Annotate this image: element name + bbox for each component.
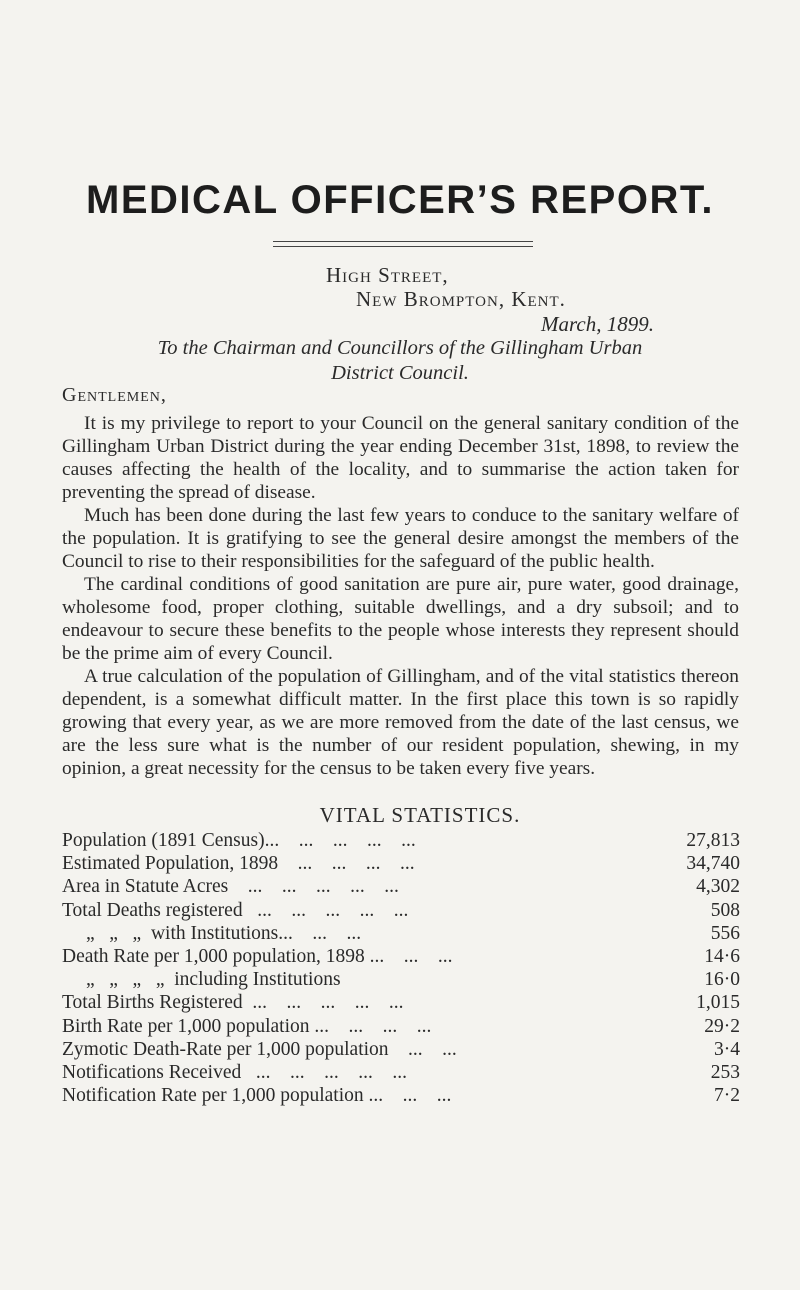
stat-label: Birth Rate per 1,000 population ... ... ... ... (62, 1015, 432, 1037)
stat-value: 556 (710, 922, 740, 944)
stat-row (62, 829, 740, 852)
stat-row (62, 899, 740, 922)
stat-row (62, 1038, 740, 1061)
stat-label: „ „ „ „ including Institutions (86, 969, 341, 991)
paragraph: The cardinal conditions of good sanitation are pure air, pure water, good drainage, wholesome food, proper clothing, suitable dwellings, and a dry subsoil; and to endeavour to secure these benefits to the people whose interests they represent should be the prime aim of every Council. (62, 574, 739, 664)
report-body (62, 412, 739, 780)
addressee-line-2: District Council. (331, 362, 469, 384)
stat-row (62, 945, 740, 968)
salutation: Gentlemen, (62, 384, 167, 406)
report-date: March, 1899. (541, 312, 654, 336)
stat-label: Estimated Population, 1898 ... ... ... ... (62, 853, 415, 875)
stat-value: 3·4 (714, 1038, 740, 1060)
stat-label: Total Births Registered ... ... ... ... ... (62, 992, 404, 1014)
stat-label: Area in Statute Acres ... ... ... ... ... (62, 876, 399, 898)
stat-label: Notifications Received ... ... ... ... ... (62, 1061, 407, 1083)
vital-statistics-table (62, 829, 740, 1107)
paragraph: A true calculation of the population of Gillingham, and of the vital statistics thereon dependent, is a somewhat difficult matter. In the first place this town is so rapidly growing that every year, as we are more removed from the date of the last census, we are the less sure what is the number of our resident population, shewing, in my opinion, a great necessity for the census to be taken every five years. (62, 666, 739, 779)
address-line-2: New Brompton, Kent. (356, 287, 566, 311)
stat-value: 27,813 (686, 830, 740, 851)
stat-value: 1,015 (696, 992, 740, 1014)
addressee-line-1: To the Chairman and Councillors of the Gillingham Urban (157, 337, 643, 359)
stat-row (62, 852, 740, 875)
stat-label: Population (1891 Census)... ... ... ... ... (62, 830, 416, 851)
stat-row (62, 875, 740, 898)
stat-value: 34,740 (686, 853, 740, 875)
paragraph: It is my privilege to report to your Council on the general sanitary condition of the Gillingham Urban District during the year ending December 31st, 1898, to review the causes affecting the health of the locality, and to summarise the action taken for preventing the spread of disease. (62, 413, 739, 503)
stat-row (62, 922, 740, 945)
stat-value: 16·0 (704, 969, 740, 991)
stat-label: Death Rate per 1,000 population, 1898 ... ... ... (62, 945, 453, 967)
stat-value: 4,302 (696, 876, 740, 898)
stat-row (62, 968, 740, 991)
stat-value: 508 (710, 899, 740, 921)
stat-row (62, 1015, 740, 1038)
stat-value: 7·2 (714, 1085, 740, 1107)
paragraph: Much has been done during the last few years to conduce to the sanitary welfare of the population. It is gratifying to see the general desire amongst the members of the Council to rise to their responsibilities for the safeguard of the public health. (62, 505, 739, 572)
stat-label: Zymotic Death-Rate per 1,000 population ... ... (62, 1038, 457, 1060)
page-title: MEDICAL OFFICER’S REPORT. (86, 178, 714, 222)
title-rule-bottom (273, 246, 533, 247)
stat-value: 14·6 (704, 945, 740, 967)
stat-label: Notification Rate per 1,000 population ... ... ... (62, 1085, 452, 1107)
stat-label: „ „ „ with Institutions... ... ... (86, 922, 362, 944)
stat-value: 29·2 (704, 1015, 740, 1037)
stat-row (62, 1084, 740, 1107)
stat-label: Total Deaths registered ... ... ... ... ... (62, 899, 409, 921)
title-rule-top (273, 241, 533, 242)
stat-value: 253 (710, 1061, 740, 1083)
stat-row (62, 1061, 740, 1084)
address-line-1: High Street, (326, 263, 449, 287)
vital-statistics-heading: VITAL STATISTICS. (319, 803, 521, 827)
stat-row (62, 991, 740, 1014)
